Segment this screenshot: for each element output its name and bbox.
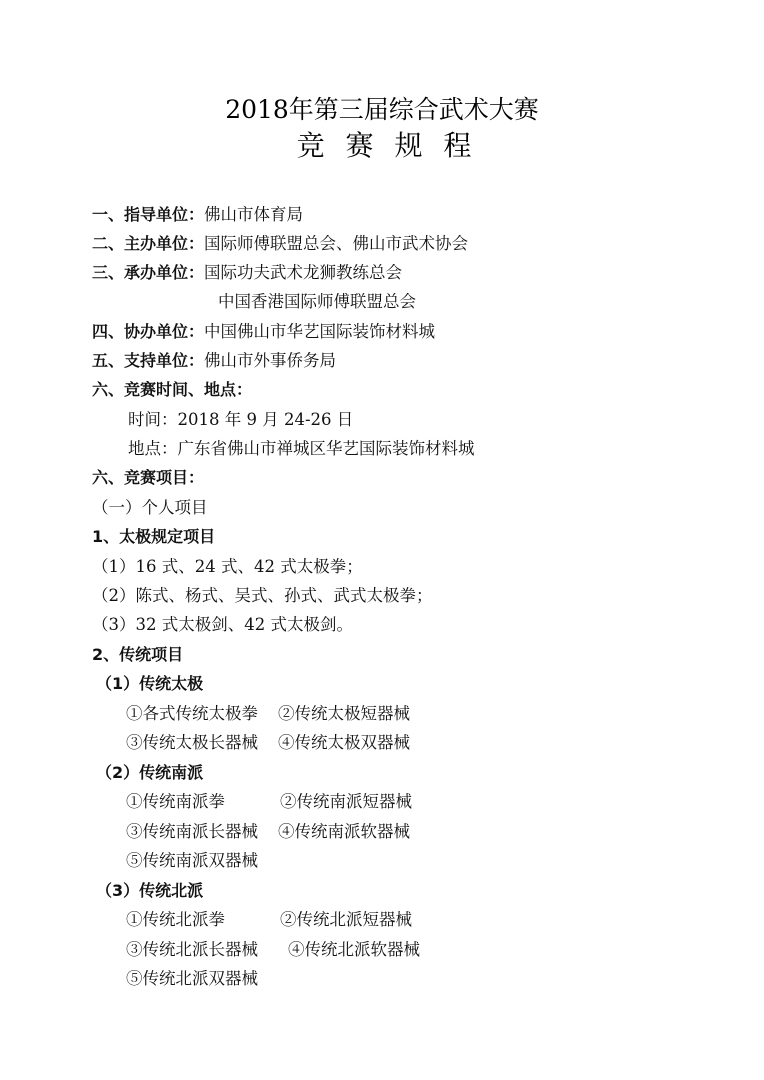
section-time-place-heading: 六、竞赛时间、地点： — [92, 380, 253, 399]
list-item: ③传统太极长器械 — [126, 733, 258, 752]
section-value: 中国佛山市华艺国际装饰材料城 — [204, 322, 436, 341]
title-line-1: 2018年第三届综合武术大赛 — [225, 95, 539, 124]
traditional-heading: 2、传统项目 — [92, 645, 184, 664]
traditional-taiji-heading: （1）传统太极 — [96, 674, 204, 693]
individual-events: （一）个人项目 — [92, 498, 208, 517]
section-value: 国际师傅联盟总会、佛山市武术协会 — [204, 234, 469, 253]
title-line-2: 竞 赛 规 程 — [296, 129, 478, 162]
competition-time: 时间：2018 年 9 月 24-26 日 — [128, 410, 354, 429]
section-label: 五、支持单位： — [92, 351, 205, 370]
section-value: 佛山市体育局 — [204, 205, 304, 224]
section-supporter — [92, 350, 336, 372]
section-value: 国际功夫武术龙狮教练总会 — [204, 263, 403, 282]
section-guiding-unit — [92, 204, 303, 226]
traditional-south-heading: （2）传统南派 — [96, 763, 204, 782]
section-label: 二、主办单位： — [92, 234, 205, 253]
list-item: ②传统北派短器械 — [280, 910, 412, 929]
section-organizer — [92, 233, 468, 255]
list-item: ④传统南派软器械 — [278, 822, 410, 841]
taiji-rules-item: （3）32 式太极剑、42 式太极剑。 — [92, 615, 353, 634]
list-item: ①传统北派拳 — [126, 910, 225, 929]
list-item: ⑤传统南派双器械 — [126, 851, 258, 870]
section-host — [92, 262, 402, 284]
section-host-second: 中国香港国际师傅联盟总会 — [218, 292, 416, 311]
section-label: 三、承办单位： — [92, 263, 205, 282]
section-co-organizer — [92, 321, 435, 343]
section-label: 四、协办单位： — [92, 322, 205, 341]
section-label: 一、指导单位： — [92, 205, 205, 224]
list-item: ⑤传统北派双器械 — [126, 969, 258, 988]
list-item: ②传统太极短器械 — [278, 704, 410, 723]
list-item: ④传统北派软器械 — [288, 940, 420, 959]
section-events-heading: 六、竞赛项目： — [92, 468, 205, 487]
taiji-rules-item: （1）16 式、24 式、42 式太极拳； — [92, 557, 363, 576]
list-item: ④传统太极双器械 — [278, 733, 410, 752]
list-item: ①传统南派拳 — [126, 792, 225, 811]
section-value: 佛山市外事侨务局 — [204, 351, 337, 370]
competition-place: 地点：广东省佛山市禅城区华艺国际装饰材料城 — [128, 439, 475, 458]
taiji-rules-heading: 1、太极规定项目 — [92, 527, 216, 546]
list-item: ③传统北派长器械 — [126, 940, 258, 959]
list-item: ②传统南派短器械 — [280, 792, 412, 811]
list-item: ①各式传统太极拳 — [126, 704, 258, 723]
traditional-north-heading: （3）传统北派 — [96, 881, 204, 900]
list-item: ③传统南派长器械 — [126, 822, 258, 841]
taiji-rules-item: （2）陈式、杨式、吴式、孙式、武式太极拳； — [92, 586, 433, 605]
